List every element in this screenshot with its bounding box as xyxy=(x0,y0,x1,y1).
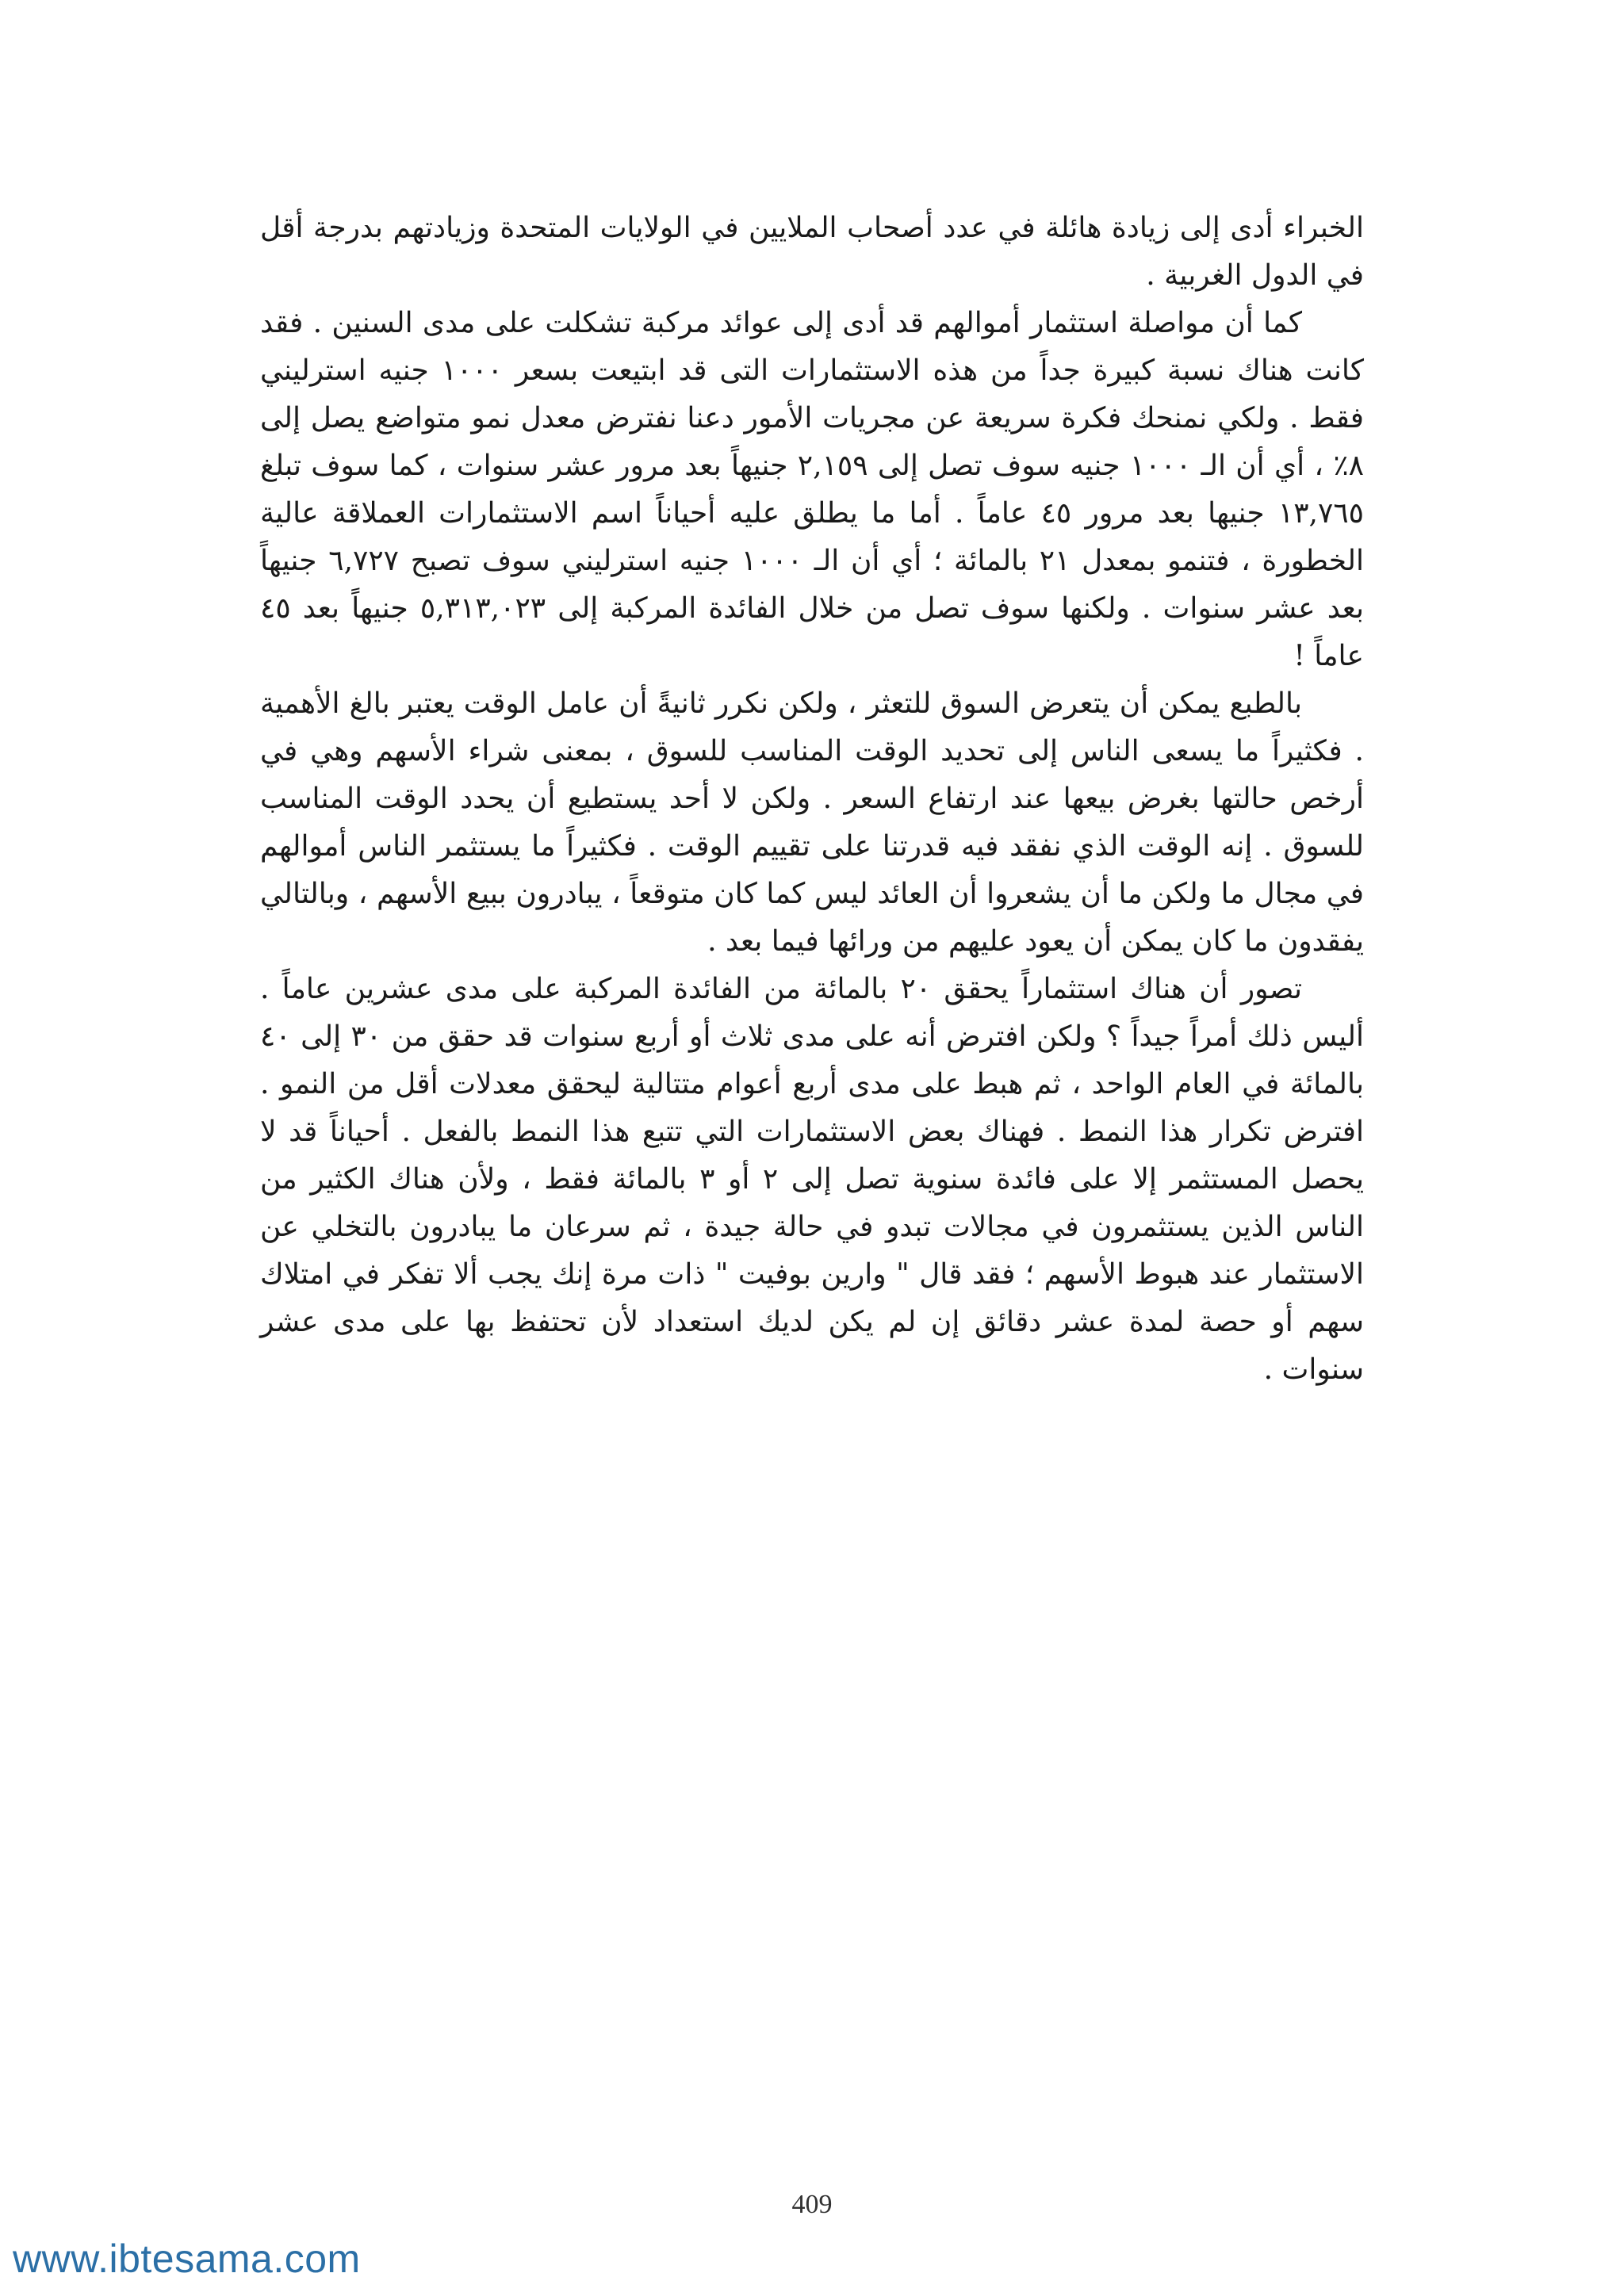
page-number: 409 xyxy=(791,2190,833,2219)
paragraph-3: بالطبع يمكن أن يتعرض السوق للتعثر ، ولكن نكرر ثانيةً أن عامل الوقت يعتبر بالغ الأهمية . فكثيراً ما يسعى الناس إلى تحديد الوقت المناسب للسوق ، بمعنى شراء الأسهم وهي في أرخص حالتها بغرض بيعها عند ارتفاع السعر . ولكن لا أحد يستطيع أن يحدد الوقت المناسب للسوق . إنه الوقت الذي نفقد فيه قدرتنا على تقييم الوقت . فكثيراً ما يستثمر الناس أموالهم في مجال ما ولكن ما أن يشعروا أن العائد ليس كما كان متوقعاً ، يبادرون ببيع الأسهم ، وبالتالي يفقدون ما كان يمكن أن يعود عليهم من ورائها فيما بعد . xyxy=(260,687,1364,958)
paragraph-4: تصور أن هناك استثماراً يحقق ٢٠ بالمائة من الفائدة المركبة على مدى عشرين عاماً . أليس ذلك أمراً جيداً ؟ ولكن افترض أنه على مدى ثلاث أو أربع سنوات قد حقق من ٣٠ إلى ٤٠ بالمائة في العام الواحد ، ثم هبط على مدى أربع أعوام متتالية ليحقق معدلات أقل من النمو . افترض تكرار هذا النمط . فهناك بعض الاستثمارات التي تتبع هذا النمط بالفعل . أحياناً قد لا يحصل المستثمر إلا على فائدة سنوية تصل إلى ٢ أو ٣ بالمائة فقط ، ولأن هناك الكثير من الناس الذين يستثمرون في مجالات تبدو في حالة جيدة ، ثم سرعان ما يبادرون بالتخلي عن الاستثمار عند هبوط الأسهم ؛ فقد قال " وارين بوفيت " ذات مرة إنك يجب ألا تفكر في امتلاك سهم أو حصة لمدة عشر دقائق إن لم يكن لديك استعداد لأن تحتفظ بها على مدى عشر سنوات . xyxy=(260,973,1364,1386)
paragraph-1: الخبراء أدى إلى زيادة هائلة في عدد أصحاب الملايين في الولايات المتحدة وزيادتهم بدرجة أقل في الدول الغربية . xyxy=(260,212,1364,292)
site-watermark: www.ibtesama.com xyxy=(13,2237,361,2281)
page-body xyxy=(260,205,1364,1394)
paragraph-2: كما أن مواصلة استثمار أموالهم قد أدى إلى عوائد مركبة تشكلت على مدى السنين . فقد كانت هناك نسبة كبيرة جداً من هذه الاستثمارات التى قد ابتيعت بسعر ١٠٠٠ جنيه استرليني فقط . ولكي نمنحك فكرة سريعة عن مجريات الأمور دعنا نفترض معدل نمو متواضع يصل إلى ٨٪ ، أي أن الـ ١٠٠٠ جنيه سوف تصل إلى ٢,١٥٩ جنيهاً بعد مرور عشر سنوات ، كما سوف تبلغ ١٣,٧٦٥ جنيها بعد مرور ٤٥ عاماً . أما ما يطلق عليه أحياناً اسم الاستثمارات العملاقة عالية الخطورة ، فتنمو بمعدل ٢١ بالمائة ؛ أي أن الـ ١٠٠٠ جنيه استرليني سوف تصبح ٦,٧٢٧ جنيهاً بعد عشر سنوات . ولكنها سوف تصل من خلال الفائدة المركبة إلى ٥,٣١٣,٠٢٣ جنيهاً بعد ٤٥ عاماً ! xyxy=(260,307,1365,672)
